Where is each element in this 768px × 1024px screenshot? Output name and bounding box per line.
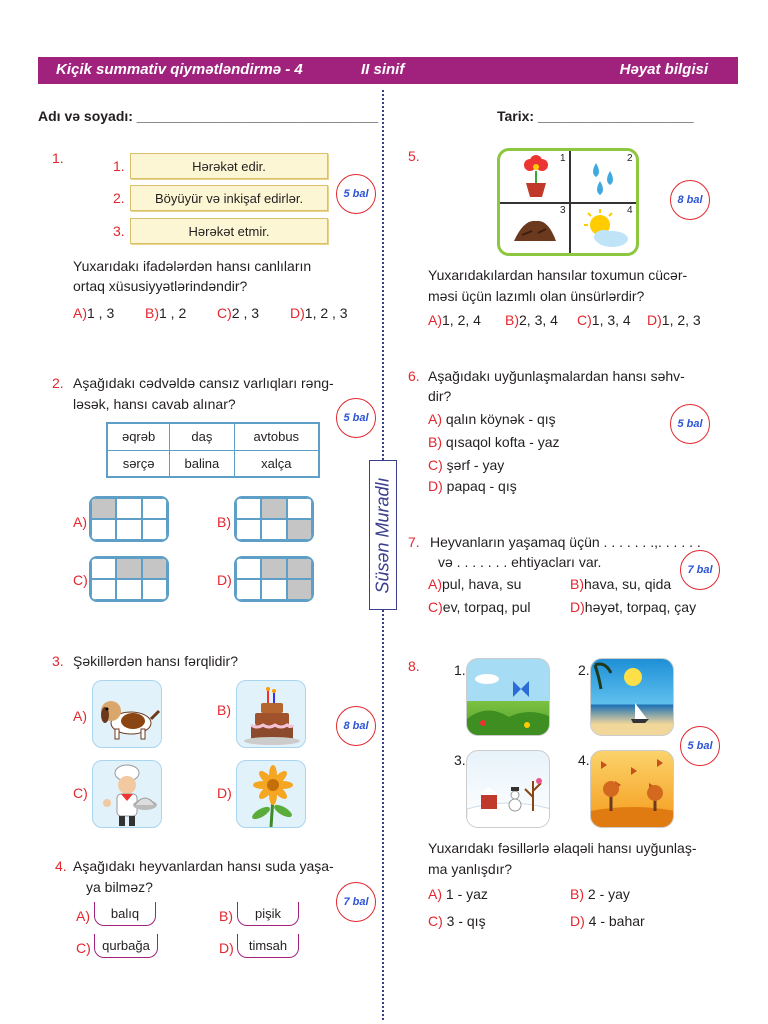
grid-cell (236, 498, 261, 519)
grid-cell (287, 498, 312, 519)
q1-option-d[interactable] (290, 303, 348, 324)
q1-text-line1: Yuxarıdakı ifadələrdən hansı canlıların (73, 258, 312, 274)
q1-score-badge: 5 bal (336, 174, 376, 214)
q1-option-c[interactable] (217, 303, 259, 324)
q1-text-line2: ortaq xüsusiyyətlərindəndir? (73, 278, 248, 294)
q1-item-box (130, 153, 328, 179)
option-key: B) (428, 434, 442, 450)
q2-option-d-grid[interactable] (234, 556, 314, 602)
shaded-cell (287, 579, 312, 600)
grid-cell (261, 579, 286, 600)
option-value: 2, 3, 4 (519, 312, 558, 328)
q6-score-badge: 5 bal (670, 404, 710, 444)
header-subject: Həyat bilgisi (619, 61, 708, 78)
option-key: A) (428, 886, 442, 902)
option-key: B) (145, 305, 159, 321)
grid-cell (236, 579, 261, 600)
q5-option-b[interactable] (505, 310, 558, 331)
q4-option-b-key: B) (219, 908, 233, 924)
option-value: şərf - yay (446, 457, 505, 473)
q5-number: 5. (408, 148, 420, 164)
option-value: hava, su, qida (584, 576, 672, 592)
q6-text-line2: dir? (428, 388, 452, 404)
q2-text-line2: ləsək, hansı cavab alınar? (73, 396, 236, 412)
summer-picture (590, 658, 674, 736)
option-key: C) (428, 599, 443, 615)
q2-text-line1: Aşağıdakı cədvəldə cansız varlıqları rəng- (73, 375, 334, 391)
water-drops-icon (586, 157, 626, 197)
grid-cell (261, 519, 286, 540)
option-value: həyət, torpaq, çay (584, 599, 697, 615)
q1-item-box (130, 185, 328, 211)
grid-cell (116, 519, 141, 540)
option-value: 3 - qış (446, 913, 486, 929)
table-cell: daş (170, 423, 234, 450)
q5-score-badge: 8 bal (670, 180, 710, 220)
option-value: papaq - qış (446, 478, 517, 494)
name-field[interactable]: Adı və soyadı: _______________________________ (38, 108, 379, 124)
q3-option-c-key: C) (73, 785, 88, 801)
q6-option-c[interactable] (428, 455, 504, 476)
q7-score-badge: 7 bal (680, 550, 720, 590)
q7-text-line2: və . . . . . . . ehtiyacları var. (438, 554, 602, 570)
grid-cell (91, 558, 116, 579)
q8-picture-label: 2. (578, 662, 590, 678)
q8-picture-label: 3. (454, 752, 466, 768)
option-value: 1 , 2 (159, 305, 187, 321)
q1-item-box (130, 218, 328, 244)
grid-cell (236, 558, 261, 579)
q8-picture-label: 4. (578, 752, 590, 768)
grid-cell (116, 579, 141, 600)
date-field[interactable]: Tarix: ____________________ (497, 108, 694, 124)
sun-cloud-icon (580, 207, 632, 251)
q5-picture-grid (497, 148, 639, 256)
q8-text-line2: ma yanlışdır? (428, 861, 513, 877)
shaded-cell (142, 558, 167, 579)
q1-item-text: Hərəkət edir. (192, 158, 266, 174)
shaded-cell (261, 558, 286, 579)
q8-score-badge: 5 bal (680, 726, 720, 766)
grid-line (500, 202, 638, 204)
q4-option-b[interactable]: pişik (237, 902, 299, 926)
grid-cell (116, 498, 141, 519)
option-key: C) (217, 305, 232, 321)
q8-picture-label: 1. (454, 662, 466, 678)
table-cell: avtobus (234, 423, 319, 450)
q7-text-line1: Heyvanların yaşamaq üçün . . . . . . .,. . . . . . (430, 534, 701, 550)
q4-number: 4. (55, 858, 67, 874)
table-cell: əqrəb (107, 423, 170, 450)
q5-cell-label: 3 (560, 205, 566, 216)
q2-number: 2. (52, 375, 64, 391)
table-cell: xalça (234, 450, 319, 477)
option-value: 1, 2 , 3 (304, 305, 348, 321)
option-value: 2 - yay (587, 886, 630, 902)
grid-cell (142, 498, 167, 519)
option-value: 1, 2, 4 (442, 312, 481, 328)
q4-text-line1: Aşağıdakı heyvanlardan hansı suda yaşa- (73, 858, 334, 874)
option-value: ev, torpaq, pul (442, 599, 531, 615)
q7-number: 7. (408, 534, 420, 550)
q4-option-d-key: D) (219, 940, 234, 956)
q5-text-line1: Yuxarıdakılardan hansılar toxumun cücər- (428, 267, 688, 283)
q5-cell-label: 1 (560, 153, 566, 164)
shaded-cell (116, 558, 141, 579)
grid-cell (91, 519, 116, 540)
q3-option-b-key: B) (217, 702, 231, 718)
cake-icon[interactable] (236, 680, 306, 748)
q3-option-a-key: A) (73, 708, 87, 724)
option-value: 1 , 3 (87, 305, 115, 321)
q2-option-b-key: B) (217, 514, 231, 530)
q2-table (106, 422, 320, 478)
flower-pot-icon (518, 155, 554, 199)
chef-icon[interactable] (92, 760, 162, 828)
q2-option-a-grid[interactable] (89, 496, 169, 542)
option-key: C) (428, 457, 443, 473)
q2-option-c-key: C) (73, 572, 88, 588)
shaded-cell (287, 519, 312, 540)
q5-cell-label: 2 (627, 153, 633, 164)
q2-option-b-grid[interactable] (234, 496, 314, 542)
option-key: B) (570, 576, 584, 592)
q8-option-c[interactable] (428, 911, 486, 932)
q1-option-a[interactable] (73, 303, 114, 324)
option-value: qısaqol kofta - yaz (445, 434, 560, 450)
grid-cell (142, 519, 167, 540)
option-key: C) (577, 312, 592, 328)
header-title: Kiçik summativ qiymətləndirmə - 4 (56, 61, 303, 78)
q1-item-text: Böyüyür və inkişaf edirlər. (154, 190, 304, 206)
q4-option-a-key: A) (76, 908, 90, 924)
shaded-cell (261, 498, 286, 519)
q6-option-d[interactable] (428, 476, 517, 497)
signature-text: Süsən Muradlı (372, 476, 393, 594)
q5-option-d[interactable] (647, 310, 701, 331)
q8-text-line1: Yuxarıdakı fəsillərlə əlaqəli hansı uyğunlaş- (428, 840, 697, 856)
q3-text-line1: Şəkillərdən hansı fərqlidir? (73, 653, 238, 669)
option-key: D) (570, 913, 585, 929)
q2-option-c-grid[interactable] (89, 556, 169, 602)
table-cell: sərçə (107, 450, 170, 477)
q5-option-a[interactable] (428, 310, 481, 331)
shaded-cell (287, 558, 312, 579)
q4-option-c-key: C) (76, 940, 91, 956)
option-key: C) (428, 913, 443, 929)
option-value: 4 - bahar (588, 913, 645, 929)
soil-icon (512, 211, 558, 247)
option-key: B) (505, 312, 519, 328)
q1-option-b[interactable] (145, 303, 186, 324)
q4-option-a[interactable]: balıq (94, 902, 156, 926)
q8-option-d[interactable] (570, 911, 645, 932)
option-value: qalın köynək - qış (445, 411, 556, 427)
option-value: 2 , 3 (231, 305, 260, 321)
q6-option-a[interactable] (428, 409, 556, 430)
q4-score-badge: 7 bal (336, 882, 376, 922)
winter-picture (466, 750, 550, 828)
q2-score-badge: 5 bal (336, 398, 376, 438)
q8-option-b[interactable] (570, 884, 630, 905)
shaded-cell (91, 498, 116, 519)
autumn-picture (590, 750, 674, 828)
q4-text-line2: ya bilməz? (86, 879, 153, 895)
option-key: D) (570, 599, 585, 615)
q8-option-a[interactable] (428, 884, 488, 905)
q4-option-c[interactable]: qurbağa (94, 934, 158, 958)
option-key: A) (428, 411, 442, 427)
option-value: 1 - yaz (445, 886, 488, 902)
q5-option-c[interactable] (577, 310, 631, 331)
option-value: 1, 3, 4 (591, 312, 631, 328)
option-key: A) (428, 312, 442, 328)
header-grade: II sinif (361, 61, 405, 78)
q1-item-number: 2. (113, 190, 125, 206)
flower-icon[interactable] (236, 760, 306, 828)
q7-option-c[interactable] (428, 597, 530, 618)
option-key: D) (428, 478, 443, 494)
q7-option-d[interactable] (570, 597, 696, 618)
header-bar (38, 57, 738, 84)
table-cell: balina (170, 450, 234, 477)
q8-number: 8. (408, 658, 420, 674)
q3-score-badge: 8 bal (336, 706, 376, 746)
dog-icon[interactable] (92, 680, 162, 748)
grid-cell (142, 579, 167, 600)
q1-item-number: 3. (113, 223, 125, 239)
q2-option-d-key: D) (217, 572, 232, 588)
q2-option-a-key: A) (73, 514, 87, 530)
q5-cell-label: 4 (627, 205, 633, 216)
q3-number: 3. (52, 653, 64, 669)
q1-item-number: 1. (113, 158, 125, 174)
q6-number: 6. (408, 368, 420, 384)
grid-cell (236, 519, 261, 540)
option-key: D) (290, 305, 305, 321)
option-key: A) (428, 576, 442, 592)
option-key: B) (570, 886, 584, 902)
q6-text-line1: Aşağıdakı uyğunlaşmalardan hansı səhv- (428, 368, 685, 384)
option-key: A) (73, 305, 87, 321)
q7-option-b[interactable] (570, 574, 671, 595)
grid-cell (91, 579, 116, 600)
signature-box (369, 460, 397, 610)
q4-option-d[interactable]: timsah (237, 934, 299, 958)
q1-number: 1. (52, 150, 64, 166)
q3-option-d-key: D) (217, 785, 232, 801)
spring-picture (466, 658, 550, 736)
q7-option-a[interactable] (428, 574, 521, 595)
q1-item-text: Hərəkət etmir. (188, 223, 270, 239)
q5-text-line2: məsi üçün lazımlı olan ünsürlərdir? (428, 288, 645, 304)
option-key: D) (647, 312, 662, 328)
option-value: 1, 2, 3 (661, 312, 701, 328)
option-value: pul, hava, su (442, 576, 522, 592)
q6-option-b[interactable] (428, 432, 560, 453)
